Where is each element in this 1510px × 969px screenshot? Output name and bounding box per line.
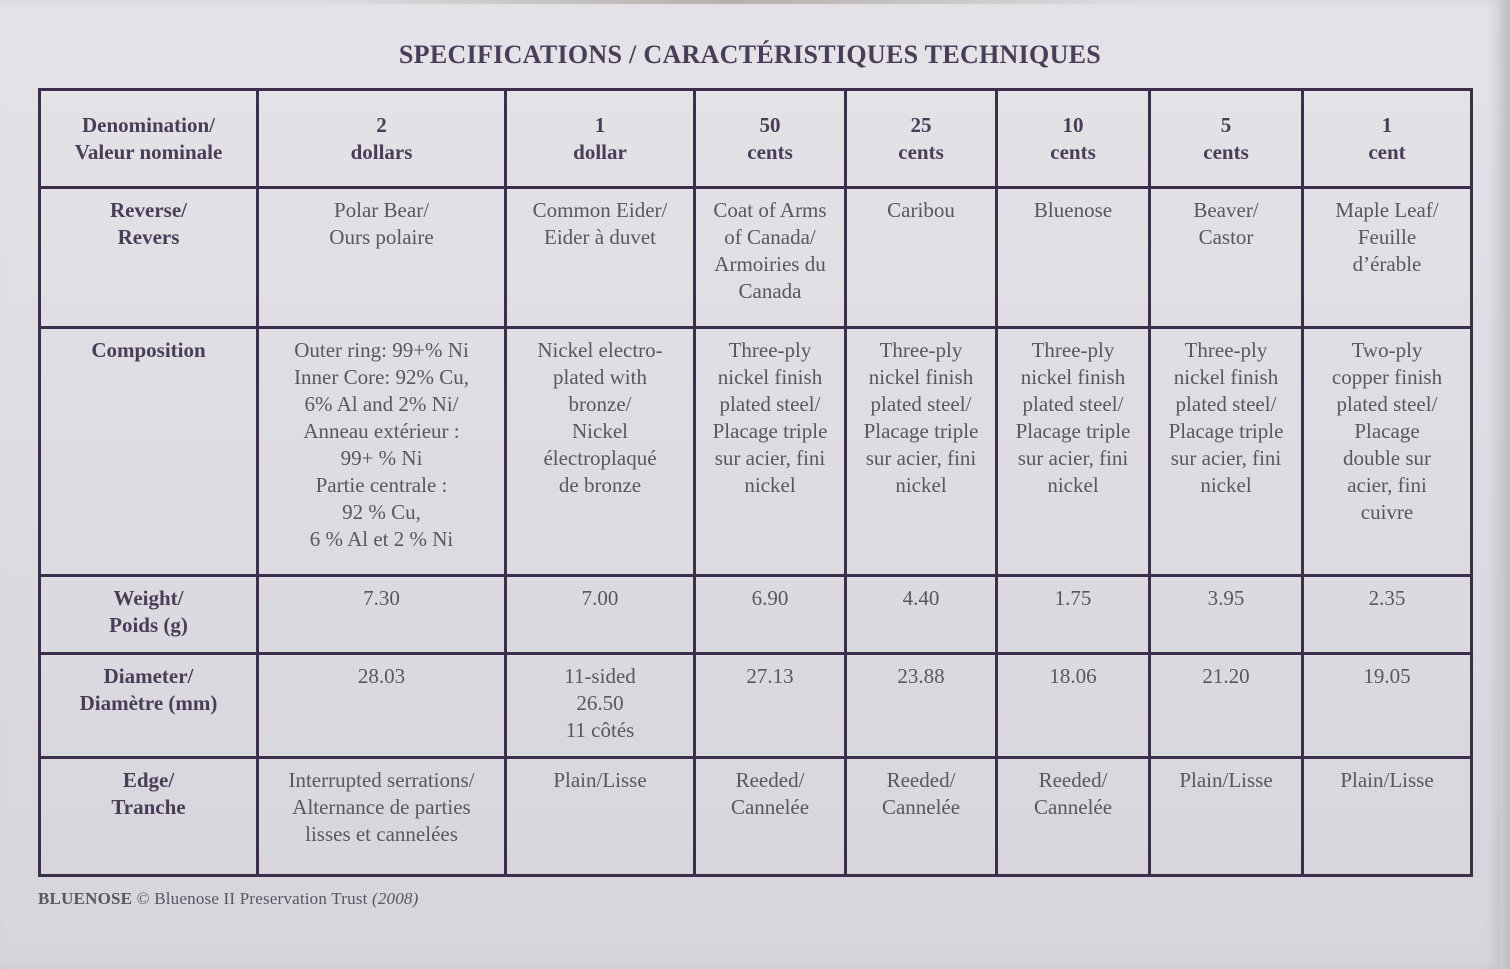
table-cell: Reeded/ Cannelée [997, 758, 1150, 876]
table-cell: Bluenose [997, 188, 1150, 328]
table-cell: Reeded/ Cannelée [846, 758, 997, 876]
table-cell: Caribou [846, 188, 997, 328]
header-cell: Denomination/ Valeur nominale [40, 90, 258, 188]
header-cell: 10 cents [997, 90, 1150, 188]
table-cell: Three-ply nickel finish plated steel/ Placage triple sur acier, fini nickel [846, 328, 997, 576]
table-cell: Plain/Lisse [506, 758, 695, 876]
table-cell: Three-ply nickel finish plated steel/ Placage triple sur acier, fini nickel [997, 328, 1150, 576]
header-row [40, 90, 1472, 188]
table-cell: Maple Leaf/ Feuille d’érable [1303, 188, 1472, 328]
table-cell: Reeded/ Cannelée [695, 758, 846, 876]
table-cell: Beaver/ Castor [1150, 188, 1303, 328]
page-title: SPECIFICATIONS / CARACTÉRISTIQUES TECHNIQUES [398, 40, 1102, 69]
header-cell: 5 cents [1150, 90, 1303, 188]
top-edge-mark [320, 0, 1140, 4]
table-cell: Nickel electro- plated with bronze/ Nickel électroplaqué de bronze [506, 328, 695, 576]
table-cell: 23.88 [846, 654, 997, 758]
table-row-composition [40, 328, 1472, 576]
footer-text: © Bluenose II Preservation Trust [136, 889, 368, 908]
row-label: Reverse/ Revers [40, 188, 258, 328]
table-cell: Common Eider/ Eider à duvet [506, 188, 695, 328]
table-cell: Polar Bear/ Ours polaire [258, 188, 506, 328]
table-cell: 11-sided 26.50 11 côtés [506, 654, 695, 758]
table-cell: Outer ring: 99+% Ni Inner Core: 92% Cu, 6% Al and 2% Ni/ Anneau extérieur : 99+ % Ni Partie centrale : 92 % Cu, 6 % Al et 2 % Ni [258, 328, 506, 576]
row-label: Diameter/ Diamètre (mm) [40, 654, 258, 758]
header-cell: 2 dollars [258, 90, 506, 188]
table-cell: 7.00 [506, 576, 695, 654]
header-cell: 25 cents [846, 90, 997, 188]
table-cell: 2.35 [1303, 576, 1472, 654]
table-cell: 18.06 [997, 654, 1150, 758]
table-cell: 21.20 [1150, 654, 1303, 758]
row-label: Edge/ Tranche [40, 758, 258, 876]
table-row-reverse [40, 188, 1472, 328]
table-cell: 27.13 [695, 654, 846, 758]
table-cell: 28.03 [258, 654, 506, 758]
header-cell: 1 dollar [506, 90, 695, 188]
table-cell: Three-ply nickel finish plated steel/ Placage triple sur acier, fini nickel [695, 328, 846, 576]
table-row-weight [40, 576, 1472, 654]
copyright-footer [38, 889, 419, 909]
table-cell: Interrupted serrations/ Alternance de parties lisses et cannelées [258, 758, 506, 876]
table-cell: 1.75 [997, 576, 1150, 654]
header-cell: 50 cents [695, 90, 846, 188]
table-cell: 7.30 [258, 576, 506, 654]
table-row-diameter [40, 654, 1472, 758]
footer-year: (2008) [371, 889, 419, 908]
table-cell: Two-ply copper finish plated steel/ Placage double sur acier, fini cuivre [1303, 328, 1472, 576]
table-cell: 3.95 [1150, 576, 1303, 654]
footer-brand: BLUENOSE [38, 889, 133, 908]
table-cell: 6.90 [695, 576, 846, 654]
table-row-edge [40, 758, 1472, 876]
row-label: Weight/ Poids (g) [40, 576, 258, 654]
table-cell: Plain/Lisse [1150, 758, 1303, 876]
table-cell: 4.40 [846, 576, 997, 654]
table-cell: Plain/Lisse [1303, 758, 1472, 876]
row-label: Composition [40, 328, 258, 576]
header-cell: 1 cent [1303, 90, 1472, 188]
table-cell: 19.05 [1303, 654, 1472, 758]
table-cell: Coat of Arms of Canada/ Armoiries du Canada [695, 188, 846, 328]
card-edge [1500, 0, 1510, 969]
table-cell: Three-ply nickel finish plated steel/ Placage triple sur acier, fini nickel [1150, 328, 1303, 576]
specifications-table [38, 88, 1473, 877]
